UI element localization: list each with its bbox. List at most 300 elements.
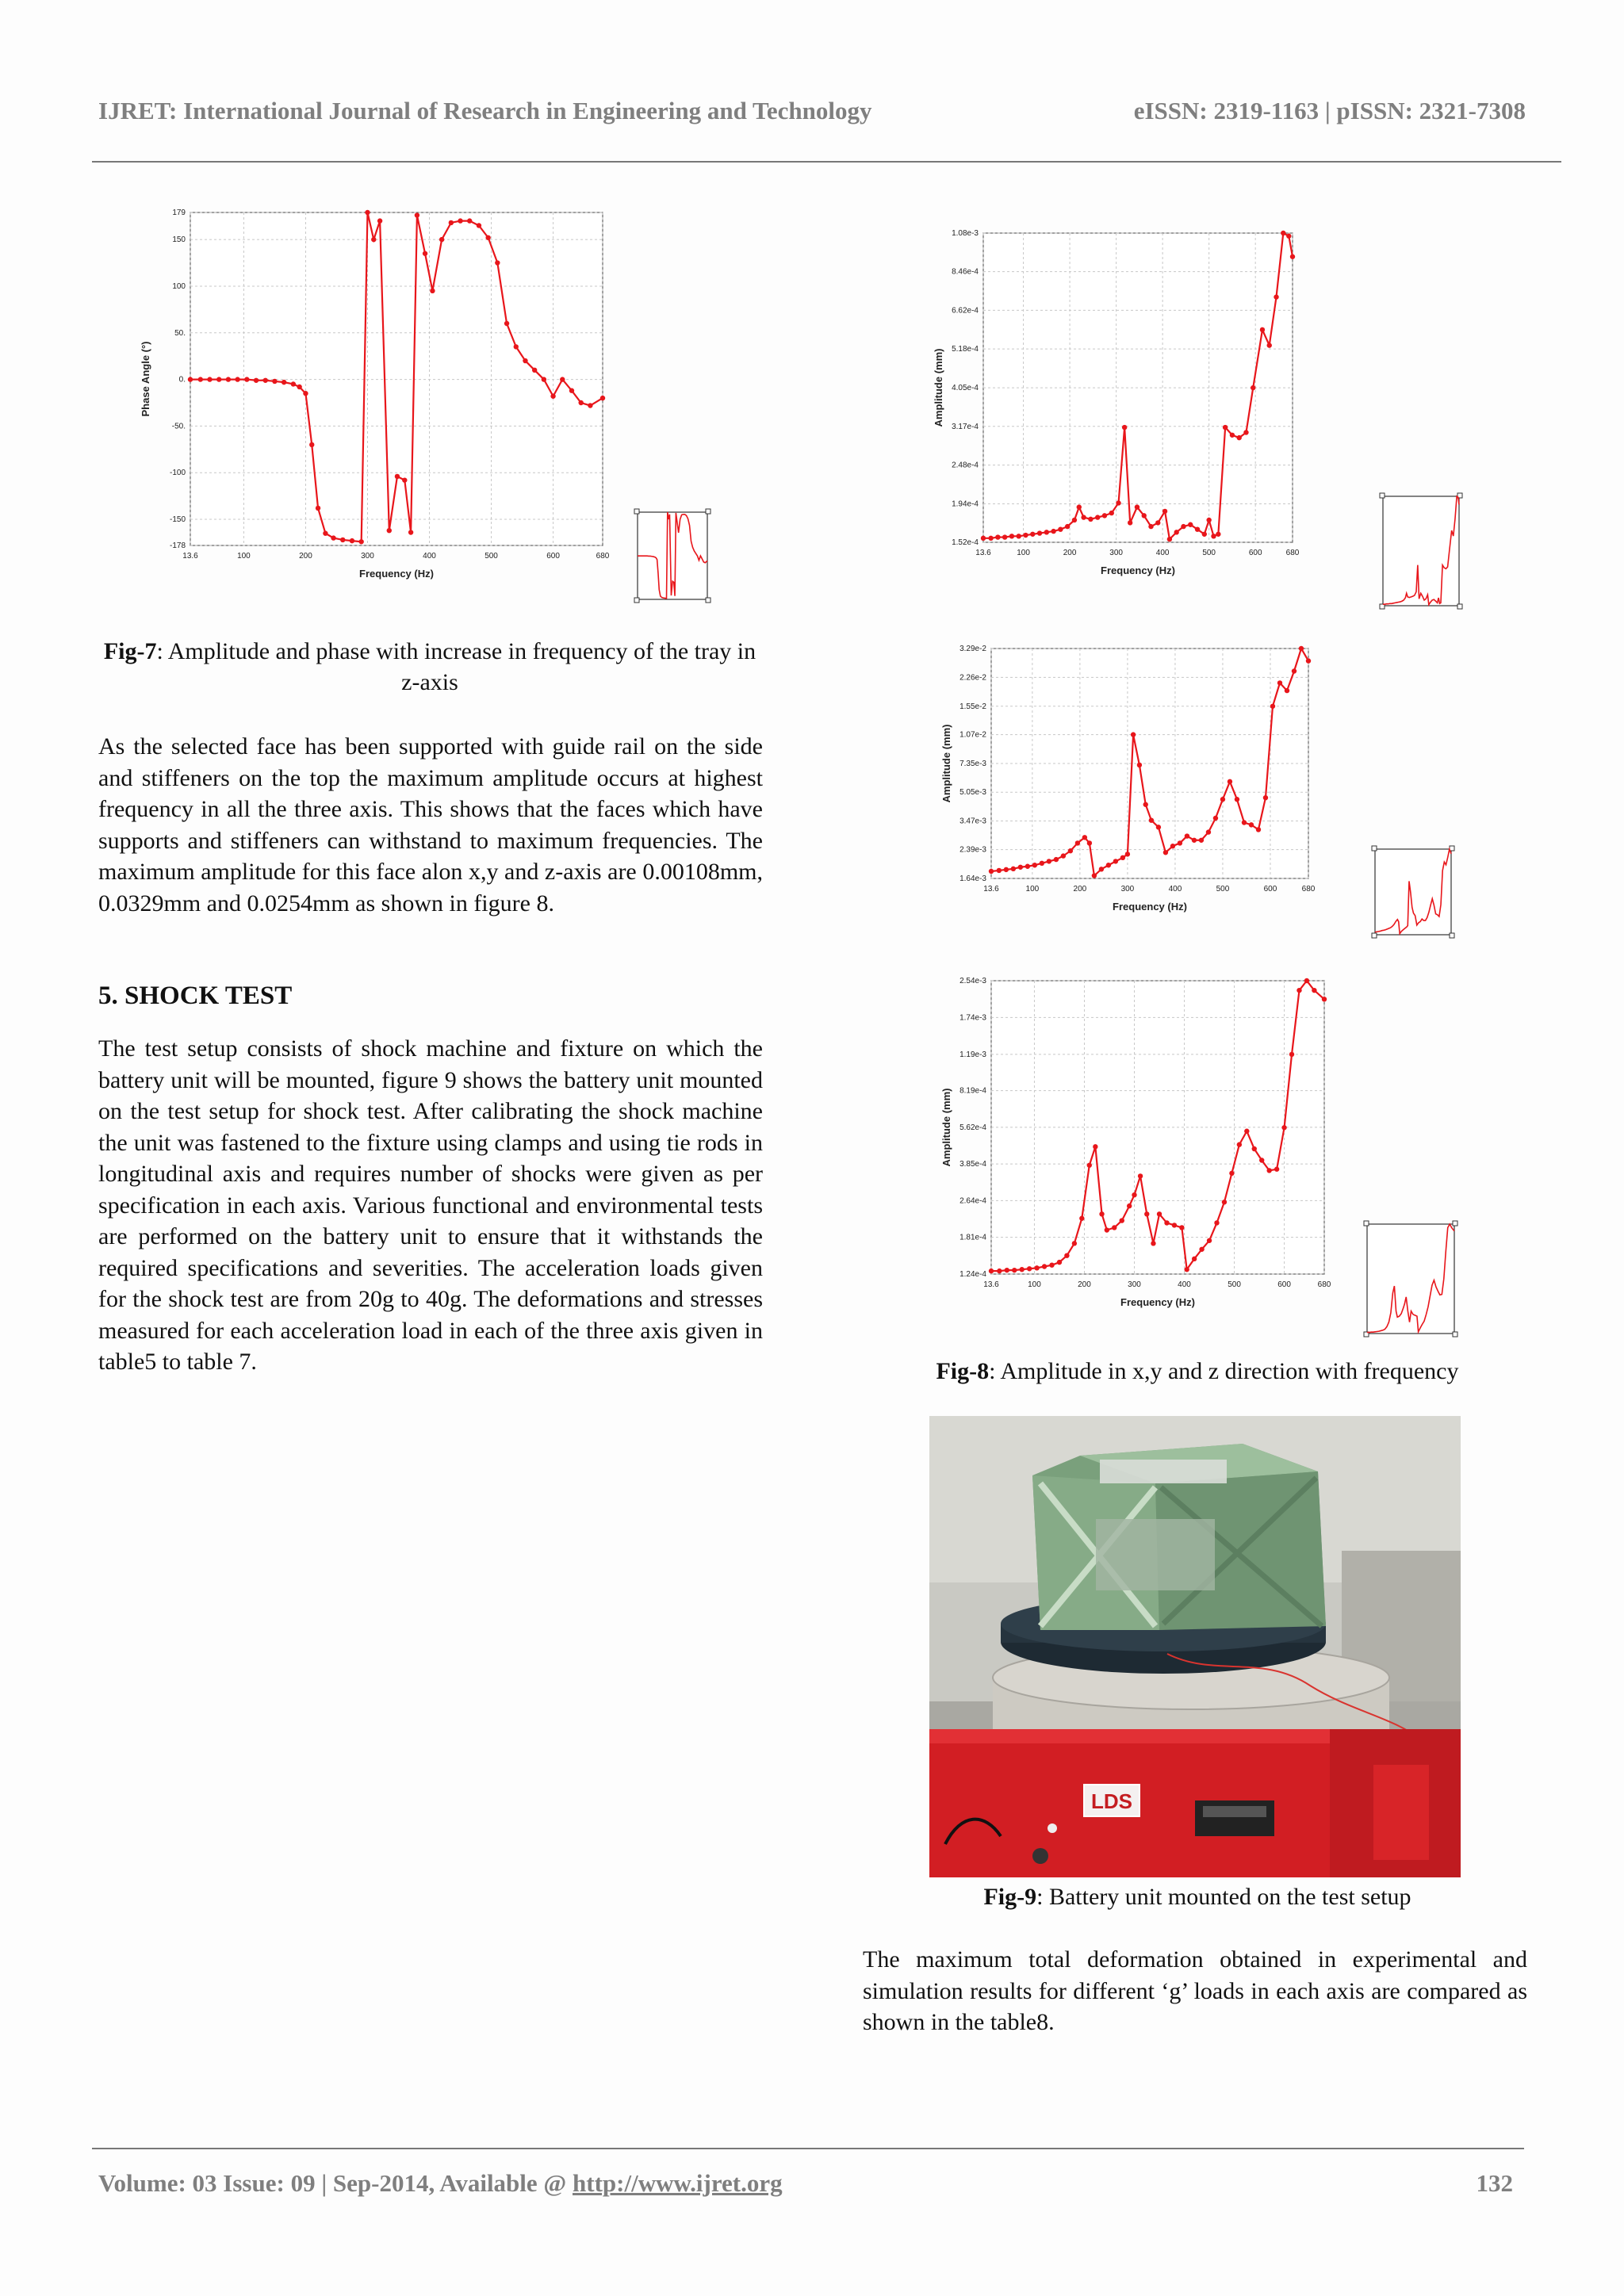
data-point [1061, 853, 1066, 858]
data-point [1132, 1192, 1136, 1197]
data-point [1113, 859, 1118, 863]
data-point [1065, 524, 1070, 529]
y-axis-label: Amplitude (mm) [933, 348, 944, 427]
data-point [1099, 1211, 1104, 1216]
data-point [1286, 234, 1291, 239]
fig7-caption [98, 636, 761, 698]
data-point [1081, 515, 1086, 519]
data-point [1244, 1129, 1249, 1134]
x-tick-label: 400 [1155, 549, 1170, 557]
data-point [1128, 520, 1132, 525]
x-tick-label: 13.6 [983, 1280, 999, 1289]
data-point [995, 534, 1000, 539]
data-point [1249, 822, 1254, 827]
data-point [1170, 844, 1175, 848]
data-point [430, 289, 435, 293]
data-point [1243, 430, 1248, 434]
y-tick-label: 2.26e-2 [959, 673, 986, 683]
data-point [1211, 534, 1216, 538]
data-point [415, 212, 419, 217]
y-tick-label: 4.05e-4 [952, 384, 979, 393]
x-tick-label: 200 [1078, 1280, 1091, 1289]
data-point [387, 528, 392, 533]
data-point [1099, 867, 1104, 871]
data-point [1322, 997, 1327, 1001]
journal-name: IJRET: International Journal of Research in Engineering and Technology [98, 97, 872, 124]
plot-area [190, 212, 603, 545]
data-point [216, 377, 221, 381]
data-point [988, 536, 993, 541]
data-point [1093, 1144, 1097, 1149]
data-point [1127, 1203, 1132, 1208]
amplitude-y-chart [936, 641, 1364, 932]
y-tick-label: -178 [169, 541, 186, 550]
data-point [395, 474, 400, 479]
data-point [1079, 1216, 1084, 1221]
x-tick-label: 400 [423, 552, 436, 561]
data-point [1256, 827, 1261, 832]
data-point [1163, 850, 1168, 855]
data-point [1229, 1171, 1234, 1176]
footer-rule [92, 2148, 1524, 2149]
data-point [1156, 825, 1161, 829]
data-point [1106, 863, 1111, 867]
data-point [1148, 524, 1153, 529]
y-axis-label: Phase Angle (°) [140, 341, 151, 417]
fig8-label: Fig-8 [936, 1358, 990, 1384]
data-point [1037, 530, 1042, 535]
data-point [1102, 513, 1107, 518]
y-tick-label: 3.29e-2 [959, 645, 986, 653]
y-tick-label: 179 [172, 209, 186, 217]
data-point [1112, 1225, 1116, 1230]
x-tick-label: 300 [1120, 885, 1135, 894]
data-point [1299, 646, 1304, 651]
y-tick-label: 7.35e-3 [959, 759, 986, 768]
data-point [377, 218, 382, 223]
x-axis-label: Frequency (Hz) [1101, 564, 1175, 576]
data-point [1259, 1158, 1264, 1162]
y-tick-label: 5.18e-4 [952, 345, 979, 354]
data-point [1260, 327, 1265, 332]
data-point [1149, 817, 1154, 822]
data-point [1274, 1167, 1279, 1172]
data-point [495, 260, 500, 265]
data-point [1172, 1223, 1177, 1227]
data-point [1051, 529, 1055, 534]
data-point [1030, 532, 1035, 537]
data-point [263, 378, 268, 383]
data-point [358, 539, 363, 544]
data-point [1109, 511, 1114, 515]
y-tick-label: 1.74e-3 [959, 1013, 986, 1023]
y-tick-label: 1.52e-4 [952, 538, 979, 547]
data-point [1214, 1220, 1219, 1225]
data-point [1220, 797, 1225, 802]
data-point [997, 1269, 1002, 1273]
data-point [1185, 833, 1189, 838]
x-tick-label: 100 [1017, 549, 1030, 557]
y-tick-label: 1.08e-3 [952, 229, 979, 238]
data-point [1213, 816, 1218, 821]
data-point [1179, 1225, 1184, 1230]
resize-handle [706, 598, 710, 603]
data-point [997, 868, 1002, 873]
x-tick-label: 300 [1128, 1280, 1141, 1289]
x-tick-label: 680 [1285, 549, 1300, 557]
header-rule [92, 161, 1561, 163]
paragraph-support-faces [98, 731, 763, 919]
fig7-label: Fig-7 [103, 638, 157, 664]
data-point [1125, 851, 1130, 856]
y-tick-label: -100 [169, 469, 186, 478]
data-point [1281, 231, 1285, 235]
thumbnail-frame [1383, 496, 1459, 606]
x-axis-label: Frequency (Hz) [1113, 901, 1187, 913]
data-point [1087, 840, 1092, 845]
x-tick-label: 13.6 [975, 549, 991, 557]
fig8-caption-text: : Amplitude in x,y and z direction with frequency [989, 1358, 1459, 1384]
data-point [423, 251, 427, 256]
data-point [1019, 1267, 1024, 1272]
amplitude-x-chart [928, 222, 1372, 595]
x-tick-label: 600 [1277, 1280, 1291, 1289]
paragraph-shock-test [98, 1033, 763, 1378]
y-tick-label: 3.47e-3 [959, 817, 986, 826]
data-point [1228, 779, 1232, 784]
data-point [1005, 1268, 1009, 1272]
data-point [1267, 342, 1272, 347]
paragraph-text: As the selected face has been supported with guide rail on the side and stiffeners on the top the maximum amplitude occurs at highest frequency in all the three axis. This shows that the faces which have supports and stiffeners can withstand to maximum frequencies. The maximum amplitude for this face alon x,y and z-axis are 0.00108mm, 0.0329mm and 0.0254mm as shown in figure 8. [98, 733, 763, 916]
data-point [1178, 840, 1182, 845]
data-point [1009, 534, 1014, 538]
y-tick-label: 1.55e-2 [959, 702, 986, 711]
lds-logo: LDS [1091, 1789, 1132, 1813]
page-number: 132 [1476, 2169, 1513, 2197]
resize-handle [1372, 933, 1377, 938]
x-tick-label: 500 [485, 552, 498, 561]
data-point [365, 210, 370, 215]
data-point [402, 477, 407, 482]
y-tick-label: 2.54e-3 [959, 977, 986, 985]
data-point [1195, 526, 1200, 531]
amplitude-y-thumbnail [1370, 844, 1456, 939]
data-point [1290, 254, 1295, 259]
data-point [1025, 864, 1030, 869]
y-tick-label: 50. [174, 328, 186, 338]
x-axis-label: Frequency (Hz) [1120, 1296, 1195, 1308]
data-point [1162, 509, 1167, 514]
fig9-caption [841, 1881, 1554, 1912]
data-point [578, 400, 583, 405]
data-point [207, 377, 212, 381]
y-tick-label: 1.19e-3 [959, 1050, 986, 1059]
y-tick-label: 2.48e-4 [952, 461, 979, 470]
data-point [1157, 1211, 1162, 1216]
data-point [1072, 1241, 1077, 1246]
x-tick-label: 200 [299, 552, 312, 561]
thumbnail-frame [1375, 849, 1451, 935]
data-point [1297, 988, 1301, 993]
data-point [309, 442, 314, 447]
fig8-caption [841, 1356, 1554, 1387]
paragraph-text: The maximum total deformation obtained in experimental and simulation results for different ‘g’ loads in each axis are compared as shown in the table8. [863, 1946, 1527, 2035]
amplitude-z-thumbnail [1362, 1219, 1459, 1338]
data-point [1068, 848, 1073, 853]
data-point [439, 237, 444, 242]
data-point [514, 344, 519, 349]
data-point [1230, 433, 1235, 438]
x-tick-label: 13.6 [182, 552, 198, 561]
data-point [1188, 522, 1193, 527]
data-point [1281, 1125, 1286, 1130]
data-point [1181, 524, 1185, 529]
data-point [1236, 435, 1241, 440]
data-point [458, 218, 462, 223]
data-point [1032, 863, 1037, 867]
x-tick-label: 100 [237, 552, 251, 561]
fig9-label: Fig-9 [983, 1884, 1037, 1910]
volume-text: Volume: 03 Issue: 09 | Sep-2014, Available @ [98, 2169, 573, 2197]
data-point [1004, 867, 1009, 872]
data-point [1292, 668, 1297, 673]
data-point [316, 506, 320, 511]
data-point [1192, 838, 1197, 843]
data-point [235, 377, 239, 381]
data-point [1057, 1260, 1062, 1265]
data-point [1044, 530, 1049, 534]
data-point [1047, 859, 1051, 863]
x-tick-label: 300 [361, 552, 374, 561]
resize-handle [1450, 933, 1454, 938]
data-point [1289, 1052, 1294, 1057]
data-point [1151, 1241, 1155, 1246]
data-point [1023, 533, 1028, 538]
data-point [467, 218, 472, 223]
data-point [323, 531, 327, 536]
fig9-caption-text: : Battery unit mounted on the test setup [1036, 1884, 1411, 1910]
data-point [1137, 763, 1142, 767]
data-point [1306, 658, 1311, 663]
x-tick-label: 200 [1073, 885, 1087, 894]
data-point [1202, 532, 1207, 537]
data-point [291, 381, 296, 386]
data-point [1206, 518, 1211, 522]
data-point [1131, 732, 1136, 737]
data-point [1011, 867, 1016, 871]
data-point [1054, 857, 1059, 862]
data-point [485, 235, 490, 240]
y-tick-label: 6.62e-4 [952, 306, 979, 316]
x-tick-label: 600 [1248, 549, 1262, 557]
data-point [1087, 1163, 1092, 1168]
data-point [981, 536, 986, 541]
battery-test-setup-photo [929, 1416, 1461, 1877]
x-tick-label: 680 [1317, 1280, 1331, 1289]
data-point [1017, 534, 1021, 538]
x-tick-label: 400 [1168, 885, 1182, 894]
data-point [1144, 1211, 1149, 1216]
y-tick-label: 5.05e-3 [959, 788, 986, 798]
x-tick-label: 200 [1063, 549, 1077, 557]
data-point [1116, 500, 1120, 505]
issn: eISSN: 2319-1163 | pISSN: 2321-7308 [1133, 97, 1526, 124]
x-tick-label: 100 [1028, 1280, 1041, 1289]
data-point [1242, 820, 1247, 825]
data-point [1105, 1227, 1109, 1232]
y-tick-label: 1.94e-4 [952, 499, 979, 509]
data-point [523, 358, 527, 363]
data-point [1237, 1142, 1242, 1147]
data-point [1277, 680, 1282, 685]
x-tick-label: 600 [1263, 885, 1277, 894]
y-tick-label: 3.85e-4 [959, 1160, 986, 1169]
y-tick-label: -150 [169, 515, 186, 525]
data-point [532, 368, 537, 373]
data-point [226, 377, 231, 381]
y-axis-label: Amplitude (mm) [940, 724, 952, 803]
data-point [1002, 534, 1007, 539]
data-point [254, 378, 259, 383]
data-point [1174, 530, 1178, 534]
x-tick-label: 100 [1025, 885, 1040, 894]
x-tick-label: 300 [1109, 549, 1123, 557]
data-point [188, 377, 193, 381]
resize-handle [1453, 1221, 1457, 1226]
y-tick-label: 0. [178, 375, 186, 385]
data-point [1285, 688, 1289, 693]
data-point [1206, 829, 1211, 834]
data-point [1192, 1257, 1197, 1261]
data-point [989, 1269, 994, 1273]
data-point [1088, 517, 1093, 522]
y-tick-label: 1.07e-2 [959, 730, 986, 740]
x-tick-label: 500 [1202, 549, 1216, 557]
data-point [408, 530, 413, 534]
data-point [588, 403, 592, 408]
resize-handle [634, 598, 639, 603]
data-point [1235, 797, 1239, 802]
resize-handle [1457, 604, 1462, 609]
data-point [1199, 1247, 1204, 1252]
data-point [1270, 704, 1275, 709]
data-point [331, 535, 335, 540]
data-point [1251, 385, 1255, 390]
data-point [1266, 1168, 1271, 1173]
data-point [449, 220, 454, 225]
paragraph-max-deformation [863, 1944, 1527, 2038]
amplitude-z-chart [936, 971, 1364, 1332]
data-point [1312, 988, 1316, 993]
data-point [1222, 1200, 1227, 1204]
data-point [350, 538, 354, 543]
y-tick-label: 2.64e-4 [959, 1196, 986, 1206]
y-tick-label: 2.39e-3 [959, 845, 986, 855]
data-point [1042, 1264, 1047, 1269]
x-axis-label: Frequency (Hz) [359, 568, 434, 580]
resize-handle [1453, 1332, 1457, 1337]
y-tick-label: 1.24e-4 [959, 1270, 986, 1279]
data-point [1095, 515, 1100, 519]
data-point [1167, 537, 1172, 541]
data-point [1034, 1265, 1039, 1270]
data-point [989, 869, 994, 874]
data-point [1120, 1218, 1124, 1223]
y-tick-label: 5.62e-4 [959, 1123, 986, 1132]
data-point [1263, 795, 1268, 800]
resize-handle [1380, 493, 1385, 498]
data-point [303, 391, 308, 396]
x-tick-label: 680 [1301, 885, 1316, 894]
data-point [600, 396, 605, 400]
data-point [550, 394, 555, 399]
phase-thumbnail [633, 507, 712, 604]
x-tick-label: 400 [1178, 1280, 1191, 1289]
data-point [1155, 520, 1160, 525]
data-point [1120, 855, 1125, 860]
data-point [1072, 518, 1077, 522]
data-point [272, 379, 277, 384]
data-point [1092, 873, 1097, 878]
amplitude-x-thumbnail [1378, 492, 1464, 610]
y-tick-label: 150 [172, 235, 186, 245]
y-tick-label: 1.64e-3 [959, 874, 986, 883]
data-point [1216, 532, 1220, 537]
volume-info [98, 2169, 783, 2198]
paragraph-text: The test setup consists of shock machine and fixture on which the battery unit will be mounted, figure 9 shows the battery unit mounted on the test setup for shock test. After calibrating the shock machine the unit was fastened to the fixture using clamps and using tie rods in longitudinal axis and requires number of shocks were given as per specification in each axis. Various functional and environmental tests are performed on the battery unit to ensure that it withstands the required specifications and severities. The acceleration loads given for the shock test are from 20g to 40g. The deformations and stresses measured for each acceleration load in each of the three axis given in table5 to table 7. [98, 1035, 763, 1375]
y-axis-label: Amplitude (mm) [940, 1088, 952, 1167]
y-tick-label: -50. [171, 422, 186, 431]
data-point [1018, 865, 1023, 870]
data-point [1207, 1238, 1212, 1243]
data-point [1064, 1253, 1069, 1257]
data-point [1077, 504, 1082, 509]
data-point [371, 237, 376, 242]
data-point [560, 377, 565, 381]
journal-url-link[interactable]: http://www.ijret.org [573, 2169, 783, 2197]
data-point [477, 223, 481, 228]
data-point [1199, 838, 1204, 843]
data-point [1082, 835, 1087, 840]
x-tick-label: 680 [596, 552, 610, 561]
y-tick-label: 100 [172, 281, 186, 291]
data-point [1252, 1146, 1257, 1151]
data-point [1027, 1266, 1032, 1271]
data-point [244, 377, 249, 381]
resize-handle [706, 509, 710, 514]
phase-chart [135, 206, 626, 595]
resize-handle [1372, 846, 1377, 851]
data-point [1142, 513, 1147, 518]
data-point [1040, 861, 1044, 866]
fig7-caption-text: : Amplitude and phase with increase in frequency of the tray in z-axis [156, 638, 756, 695]
resize-handle [1364, 1221, 1369, 1226]
y-tick-label: 3.17e-4 [952, 422, 979, 431]
data-point [1304, 978, 1309, 983]
data-point [1058, 526, 1063, 531]
data-point [198, 377, 203, 381]
data-point [504, 321, 509, 326]
data-point [1184, 1267, 1189, 1272]
x-tick-label: 600 [546, 552, 560, 561]
data-point [1274, 294, 1278, 299]
data-point [1049, 1262, 1054, 1267]
data-point [1164, 1220, 1169, 1225]
y-tick-label: 8.19e-4 [959, 1086, 986, 1096]
data-point [1122, 425, 1127, 430]
resize-handle [634, 509, 639, 514]
section-heading: 5. SHOCK TEST [98, 982, 293, 1010]
